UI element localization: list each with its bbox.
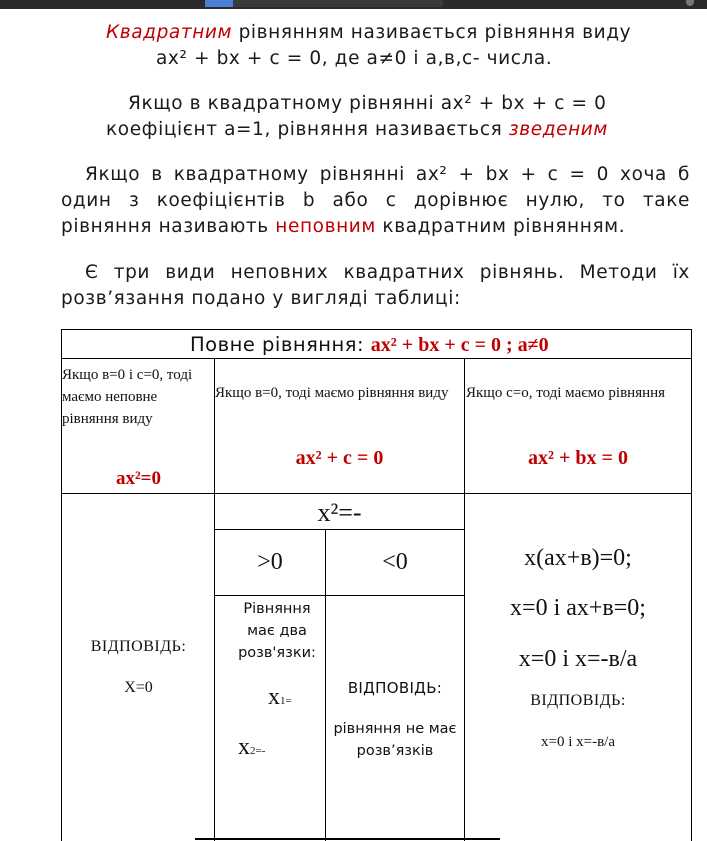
term-reduced: зведеним — [508, 119, 608, 140]
x2-expression: x²=- — [317, 498, 362, 527]
col3-step-3: х=0 і х=-в/а — [518, 646, 638, 672]
window-control-icon[interactable] — [686, 0, 694, 6]
tab-favicon-icon — [205, 0, 233, 7]
incomplete-text-2: квадратним рівнянням. — [375, 216, 626, 237]
reduced-line-2 — [106, 118, 608, 142]
col3-formula: ax² + bx = 0 — [528, 447, 628, 469]
gt-zero-label: >0 — [257, 549, 283, 575]
definition-text: рівнянням називається рівняння виду — [232, 22, 632, 43]
browser-tab[interactable] — [205, 0, 443, 7]
col3-step-2: х=0 і ах+в=0; — [510, 595, 646, 621]
definition-line-1 — [106, 21, 631, 45]
col2-condition: Якщо в=0, тоді маємо рівняння виду — [215, 385, 449, 401]
header-label: Повне рівняння: — [190, 333, 371, 356]
definition-line-2: ax² + bx + c = 0, де a≠0 і a,в,c- числа. — [156, 48, 553, 69]
two-solutions-text: Рівняння має два розв'язки: — [238, 601, 316, 661]
col1-answer-label: ВІДПОВІДЬ: — [90, 638, 187, 655]
col3-condition: Якщо с=о, тоді маємо рівняння — [466, 385, 666, 401]
x1-label: x1= — [268, 684, 292, 710]
incomplete-definition — [61, 162, 690, 240]
incomplete-text-1: Якщо в квадратному рівнянні ax² + bx + c = 0 хоча б один з коефіцієнтів b або c дорівнює нулю, то таке рівняння називають — [61, 164, 690, 237]
col1-condition: Якщо в=0 і с=0, тоді маємо неповне рівняння виду — [62, 367, 193, 427]
types-intro: Є три види неповних квадратних рівнянь. Методи їх розв’язання подано у вигляді таблиці: — [61, 262, 690, 309]
col1-answer-value: Х=0 — [124, 679, 153, 696]
term-incomplete: неповним — [275, 216, 376, 237]
browser-top-bar — [0, 0, 707, 9]
no-solutions-text: рівняння не має розв’язків — [333, 721, 457, 759]
reduced-text: коефіцієнт a=1, рівняння називається — [106, 119, 509, 140]
col3-answer-label: ВІДПОВІДЬ: — [530, 692, 626, 709]
reduced-line-1: Якщо в квадратному рівнянні ax² + bx + c = 0 — [128, 93, 607, 114]
col1-formula: ax²=0 — [115, 468, 162, 489]
term-quadratic: Квадратним — [106, 22, 233, 43]
header-formula: ax² + bx + c = 0 ; a≠0 — [370, 334, 549, 356]
lt-answer-label: ВІДПОВІДЬ: — [347, 679, 443, 697]
col2-formula: ax² + c = 0 — [295, 447, 384, 469]
lt-zero-label: <0 — [382, 549, 408, 575]
x2-label: x2=- — [238, 734, 266, 760]
col3-answer-value: х=0 і х=-в/а — [541, 734, 615, 750]
table-header — [190, 333, 549, 357]
col3-step-1: х(ах+в)=0; — [524, 545, 632, 571]
